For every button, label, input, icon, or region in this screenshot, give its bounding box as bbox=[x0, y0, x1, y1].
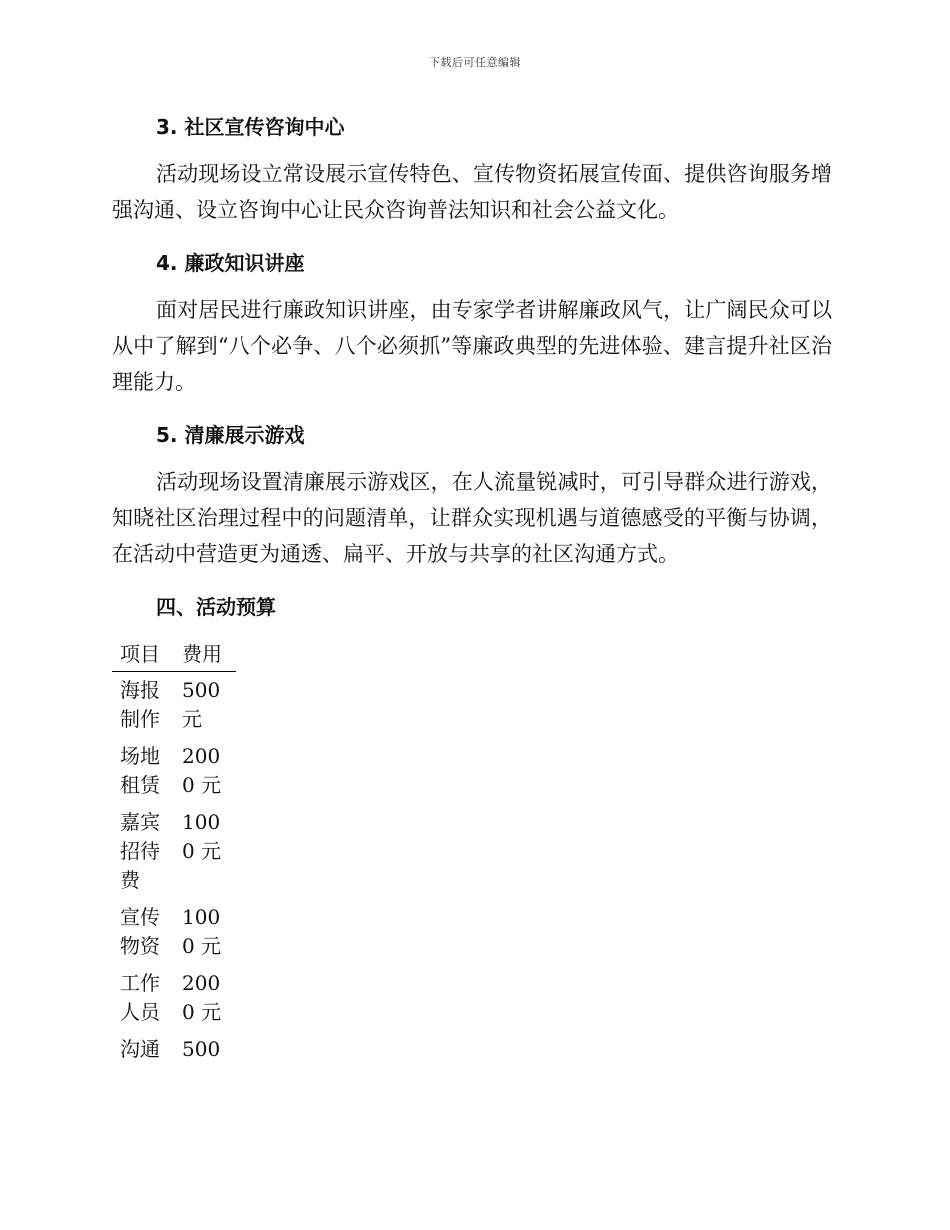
section-heading-budget: 四、活动预算 bbox=[156, 595, 276, 619]
budget-fee-cell: 500 bbox=[182, 1037, 221, 1061]
budget-item-cell: 嘉宾招待费 bbox=[120, 810, 160, 892]
table-row bbox=[112, 672, 236, 739]
budget-table bbox=[112, 640, 236, 1068]
budget-item-cell: 宣传物资 bbox=[120, 905, 160, 958]
table-row bbox=[112, 804, 236, 899]
section-paragraph-consult-center: 活动现场设立常设展示宣传特色、宣传物资拓展宣传面、提供咨询服务增强沟通、设立咨询中心让民众咨询普法知识和社会公益文化。 bbox=[112, 162, 832, 222]
section-heading-consult-center: 3. 社区宣传咨询中心 bbox=[156, 115, 345, 139]
budget-fee-cell: 500 元 bbox=[182, 678, 221, 731]
budget-item-cell: 沟通 bbox=[120, 1037, 160, 1061]
page-header: 下载后可任意编辑 bbox=[429, 56, 521, 69]
table-row bbox=[112, 965, 236, 1031]
budget-header-fee: 费用 bbox=[174, 640, 236, 672]
budget-table-header-row bbox=[112, 640, 236, 672]
table-row bbox=[112, 1031, 236, 1068]
budget-fee-cell: 1000 元 bbox=[182, 810, 222, 863]
table-row bbox=[112, 899, 236, 965]
budget-item-cell: 场地租赁 bbox=[120, 744, 160, 797]
table-row bbox=[112, 738, 236, 804]
document-body bbox=[112, 108, 832, 1068]
section-paragraph-lecture: 面对居民进行廉政知识讲座，由专家学者讲解廉政风气，让广阔民众可以从中了解到“八个必争、八个必须抓”等廉政典型的先进体验、建言提升社区治理能力。 bbox=[112, 298, 832, 394]
budget-fee-cell: 1000 元 bbox=[182, 905, 222, 958]
budget-item-cell: 工作人员 bbox=[120, 971, 160, 1024]
budget-fee-cell: 2000 元 bbox=[182, 744, 222, 797]
budget-fee-cell: 2000 元 bbox=[182, 971, 222, 1024]
section-heading-lecture: 4. 廉政知识讲座 bbox=[156, 251, 305, 275]
budget-item-cell: 海报制作 bbox=[120, 678, 160, 731]
section-heading-game: 5. 清廉展示游戏 bbox=[156, 423, 305, 447]
section-paragraph-game: 活动现场设置清廉展示游戏区，在人流量锐减时，可引导群众进行游戏，知晓社区治理过程中的问题清单，让群众实现机遇与道德感受的平衡与协调，在活动中营造更为通透、扁平、开放与共享的社区沟通方式。 bbox=[112, 470, 832, 566]
budget-header-item: 项目 bbox=[112, 640, 174, 672]
